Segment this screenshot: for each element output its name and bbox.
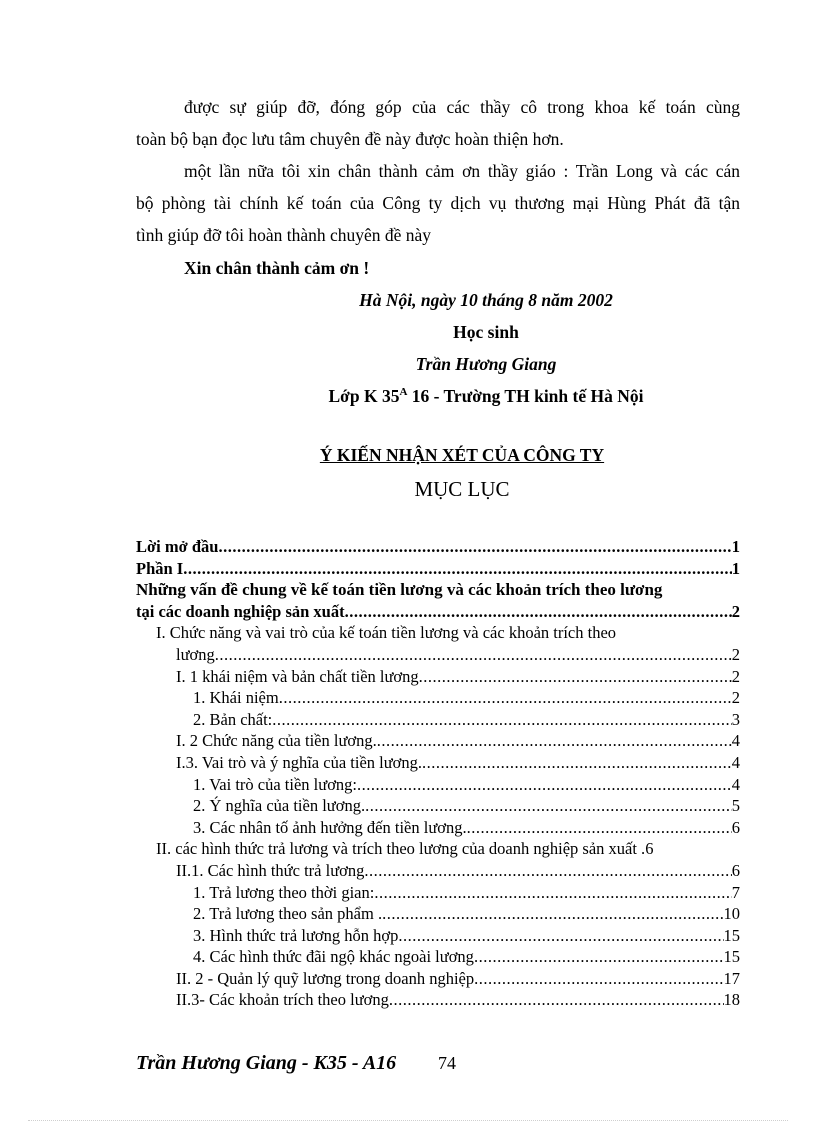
toc-entry[interactable]: II.3- Các khoản trích theo lương ..... 18 [136, 989, 740, 1011]
toc-leader [272, 709, 731, 731]
toc-entry[interactable]: I. 2 Chức năng của tiền lương. ..... 4 [136, 730, 740, 752]
toc-entry[interactable]: 1. Khái niệm ..... 2 [136, 687, 740, 709]
toc-leader [419, 666, 732, 688]
class-prefix: Lớp K 35 [328, 386, 400, 406]
toc-entry[interactable]: I. Chức năng và vai trò của kế toán tiền lương và các khoản trích theo [156, 623, 617, 643]
toc-leader [183, 558, 732, 580]
toc-leader [357, 774, 732, 796]
toc-entry[interactable]: 1. Trả lương theo thời gian: ..... 7 [136, 882, 740, 904]
toc-leader [218, 536, 731, 558]
toc-entry[interactable]: 2. Ý nghĩa của tiền lương. ..... 5 [136, 795, 740, 817]
thanks-line: Xin chân thành cảm ơn ! [184, 258, 370, 278]
toc-entry[interactable]: tại các doanh nghiệp sản xuất ..... 2 [136, 601, 740, 623]
toc-entry[interactable]: 4. Các hình thức đãi ngộ khác ngoài lương ..... 15 [136, 946, 740, 968]
toc-entry[interactable]: Những vấn đề chung về kế toán tiền lương và các khoản trích theo lương [136, 580, 663, 600]
toc-leader [467, 817, 732, 839]
letter-paragraph-1-line-1: được sự giúp đỡ, đóng góp của các thầy cô trong khoa kế toán cùng [184, 97, 740, 117]
toc-entry[interactable]: I.3. Vai trò và ý nghĩa của tiền lương. ..... 4 [136, 752, 740, 774]
toc-leader [279, 687, 732, 709]
toc-entry[interactable]: 2. Bản chất: ..... 3 [136, 709, 740, 731]
toc-leader [474, 946, 724, 968]
toc-leader [374, 882, 731, 904]
toc-title: MỤC LỤC [414, 477, 510, 501]
signature-name: Trần Hương Giang [415, 354, 557, 374]
signature-class [260, 386, 712, 407]
toc-leader [382, 903, 723, 925]
letter-paragraph-2-line-3: tình giúp đỡ tôi hoàn thành chuyên đề này [136, 225, 432, 245]
letter-paragraph-2-line-1: một lần nữa tôi xin chân thành cảm ơn thầy giáo : Trần Long và các cán [184, 161, 740, 181]
letter-paragraph-1-line-2: toàn bộ bạn đọc lưu tâm chuyên đề này được hoàn thiện hơn. [136, 129, 564, 149]
footer-page-number: 74 [438, 1053, 456, 1073]
toc-entry[interactable]: 1. Vai trò của tiền lương: ..... 4 [136, 774, 740, 796]
toc-leader [474, 968, 723, 990]
class-suffix: 16 - Trường TH kinh tế Hà Nội [407, 386, 644, 406]
toc-leader [422, 752, 732, 774]
signature-role: Học sinh [453, 322, 519, 342]
toc-entry[interactable]: Lời mở đầu ..... 1 [136, 536, 740, 558]
toc-leader [389, 989, 724, 1011]
toc-leader [345, 601, 732, 623]
signature-place-date: Hà Nội, ngày 10 tháng 8 năm 2002 [359, 290, 613, 310]
toc-leader [398, 925, 723, 947]
toc-leader [365, 795, 732, 817]
toc-entry[interactable]: II. các hình thức trả lương và trích theo lương của doanh nghiệp sản xuất . 6 [156, 839, 654, 859]
toc-leader [215, 644, 732, 666]
toc-leader [377, 730, 732, 752]
toc-entry[interactable]: Phần I ..... 1 [136, 558, 740, 580]
table-of-contents [136, 536, 740, 1011]
toc-entry[interactable]: II.1. Các hình thức trả lương ..... 6 [136, 860, 740, 882]
toc-entry[interactable]: II. 2 - Quản lý quỹ lương trong doanh nghiệp ..... 17 [136, 968, 740, 990]
class-superscript: A [399, 386, 408, 399]
footer-author: Trần Hương Giang - K35 - A16 [136, 1052, 397, 1074]
toc-entry[interactable]: I. 1 khái niệm và bản chất tiền lương ..... 2 [136, 666, 740, 688]
toc-entry[interactable]: lương ..... 2 [136, 644, 740, 666]
page-bottom-divider [28, 1120, 788, 1121]
toc-entry[interactable]: 3. Các nhân tố ảnh hưởng đến tiền lương. ..... 6 [136, 817, 740, 839]
company-opinion-heading: Ý KIẾN NHẬN XÉT CỦA CÔNG TY [319, 445, 605, 465]
toc-entry[interactable]: 2. Trả lương theo sản phẩm . ..... 10 [136, 903, 740, 925]
letter-paragraph-2-line-2: bộ phòng tài chính kế toán của Công ty dịch vụ thương mại Hùng Phát đã tận [136, 193, 740, 213]
toc-entry[interactable]: 3. Hình thức trả lương hỗn hợp ..... 15 [136, 925, 740, 947]
toc-leader [364, 860, 731, 882]
